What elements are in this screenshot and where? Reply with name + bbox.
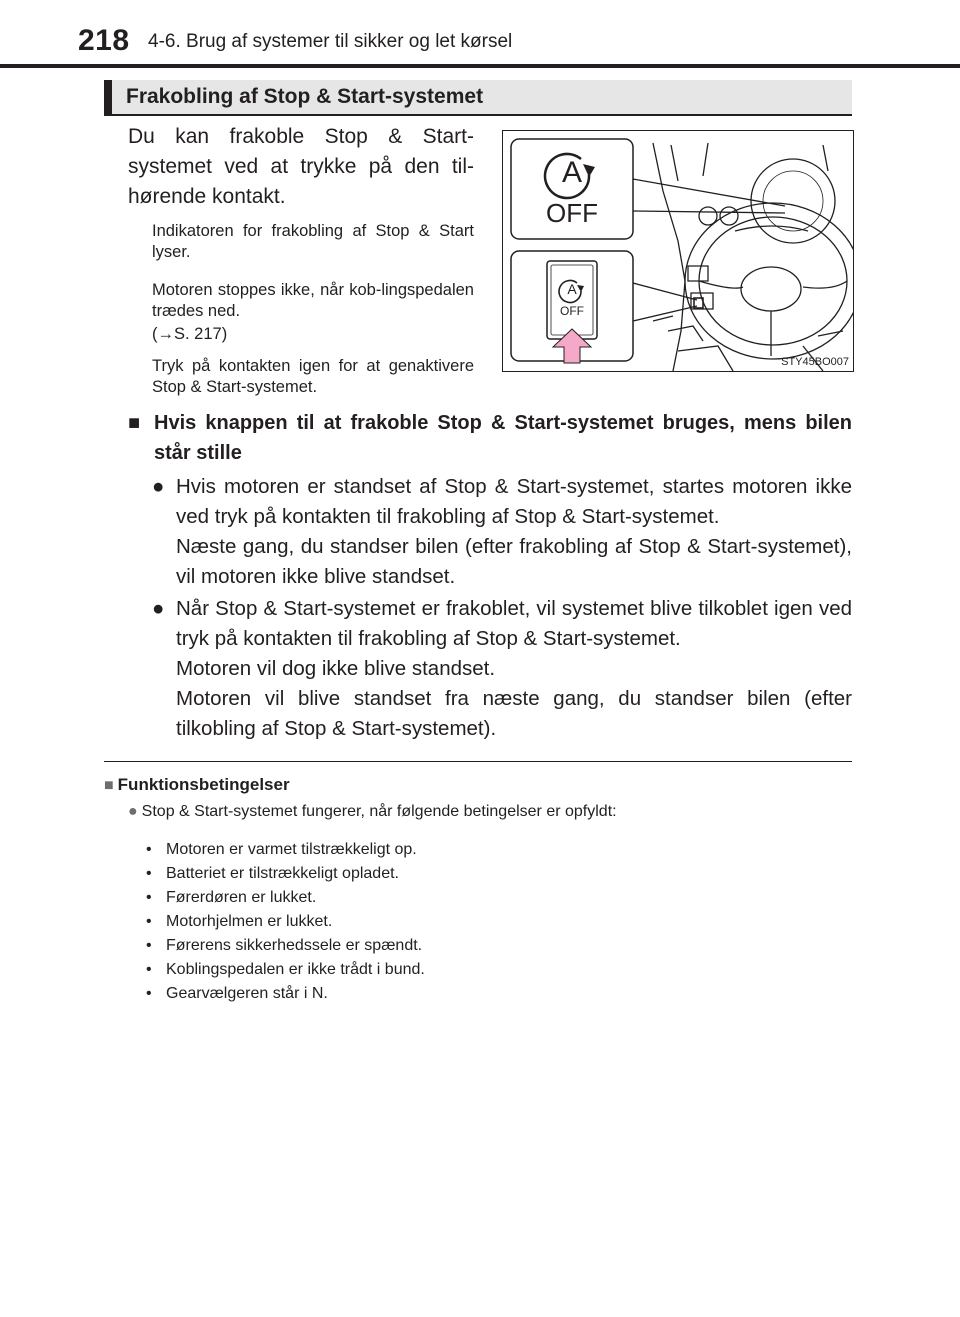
note-page-ref: (→S. 217) xyxy=(152,325,228,343)
list-item-continuation xyxy=(152,654,852,684)
figure-id-label: STY45BO007 xyxy=(781,356,849,368)
section-title: Frakobling af Stop & Start-systemet xyxy=(126,85,484,108)
circle-bullet-icon: ● xyxy=(128,803,138,820)
list-item xyxy=(152,472,852,532)
conditions-heading-text: Funktionsbetingelser xyxy=(117,775,290,794)
icon-off-large: OFF xyxy=(546,198,598,228)
conditions-list xyxy=(146,838,425,1006)
dashboard-illustration xyxy=(502,130,854,372)
dashboard-drawing xyxy=(503,131,853,371)
condition-item: • Motorhjelmen er lukket. xyxy=(146,910,425,934)
note-indicator: Indikatoren for frakobling af Stop & Start lyser. xyxy=(152,222,474,261)
circle-bullet-icon: ● xyxy=(152,597,165,620)
condition-item: • Førerens sikkerhedssele er spændt. xyxy=(146,934,425,958)
condition-item: • Førerdøren er lukket. xyxy=(146,886,425,910)
section-title-bar xyxy=(104,80,852,116)
section-bar-accent xyxy=(104,80,112,114)
stationary-heading-text: Hvis knappen til at frakoble Stop & Start-systemet bruges, mens bilen står stille xyxy=(154,412,852,464)
condition-item: • Gearvælgeren står i N. xyxy=(146,982,425,1006)
conditions-lead-text: Stop & Start-systemet fungerer, når følgende betingelser er opfyldt: xyxy=(141,803,617,820)
icon-off-small: OFF xyxy=(560,304,584,318)
note-clutch: Motoren stoppes ikke, når kob-lingspedalen trædes ned. xyxy=(152,281,474,320)
note-reactivate: Tryk på kontakten igen for at genaktivere Stop & Start-systemet. xyxy=(152,357,474,396)
list-item-text: Næste gang, du standser bilen (efter frakobling af Stop & Start-systemet), vil motoren ikke blive standset. xyxy=(176,535,852,588)
header-rule xyxy=(0,64,960,68)
list-item-continuation xyxy=(152,684,852,744)
conditions-lead xyxy=(128,803,617,821)
icon-letter-small: A xyxy=(567,281,577,297)
list-item-text: Motoren vil dog ikke blive standset. xyxy=(176,657,496,680)
square-bullet-icon: ■ xyxy=(104,777,114,794)
stationary-heading xyxy=(128,408,852,468)
page-number: 218 xyxy=(78,24,130,57)
square-bullet-icon: ■ xyxy=(128,412,141,434)
chapter-title: 4-6. Brug af systemer til sikker og let kørsel xyxy=(148,31,513,52)
icon-letter-large: A xyxy=(561,156,583,189)
circle-bullet-icon: ● xyxy=(152,475,165,498)
section-divider xyxy=(104,761,852,762)
list-item-text: Når Stop & Start-systemet er frakoblet, vil systemet blive tilkoblet igen ved tryk på kontakten til frakobling af Stop & Start-systemet. xyxy=(176,597,852,650)
condition-item: • Motoren er varmet tilstrækkeligt op. xyxy=(146,838,425,862)
list-item-text: Hvis motoren er standset af Stop & Start-systemet, startes motoren ikke ved tryk på kontakten til frakobling af Stop & Start-systemet. xyxy=(176,475,852,528)
intro-text: Du kan frakoble Stop & Start-systemet ved at trykke på den til-hørende kontakt. xyxy=(128,125,474,208)
conditions-heading xyxy=(104,775,290,795)
list-item xyxy=(152,594,852,654)
condition-item: • Batteriet er tilstrækkeligt opladet. xyxy=(146,862,425,886)
list-item-continuation xyxy=(152,532,852,592)
list-item-text: Motoren vil blive standset fra næste gang, du standser bilen (efter tilkobling af Stop & Start-systemet). xyxy=(176,687,852,740)
condition-item: • Koblingspedalen er ikke trådt i bund. xyxy=(146,958,425,982)
